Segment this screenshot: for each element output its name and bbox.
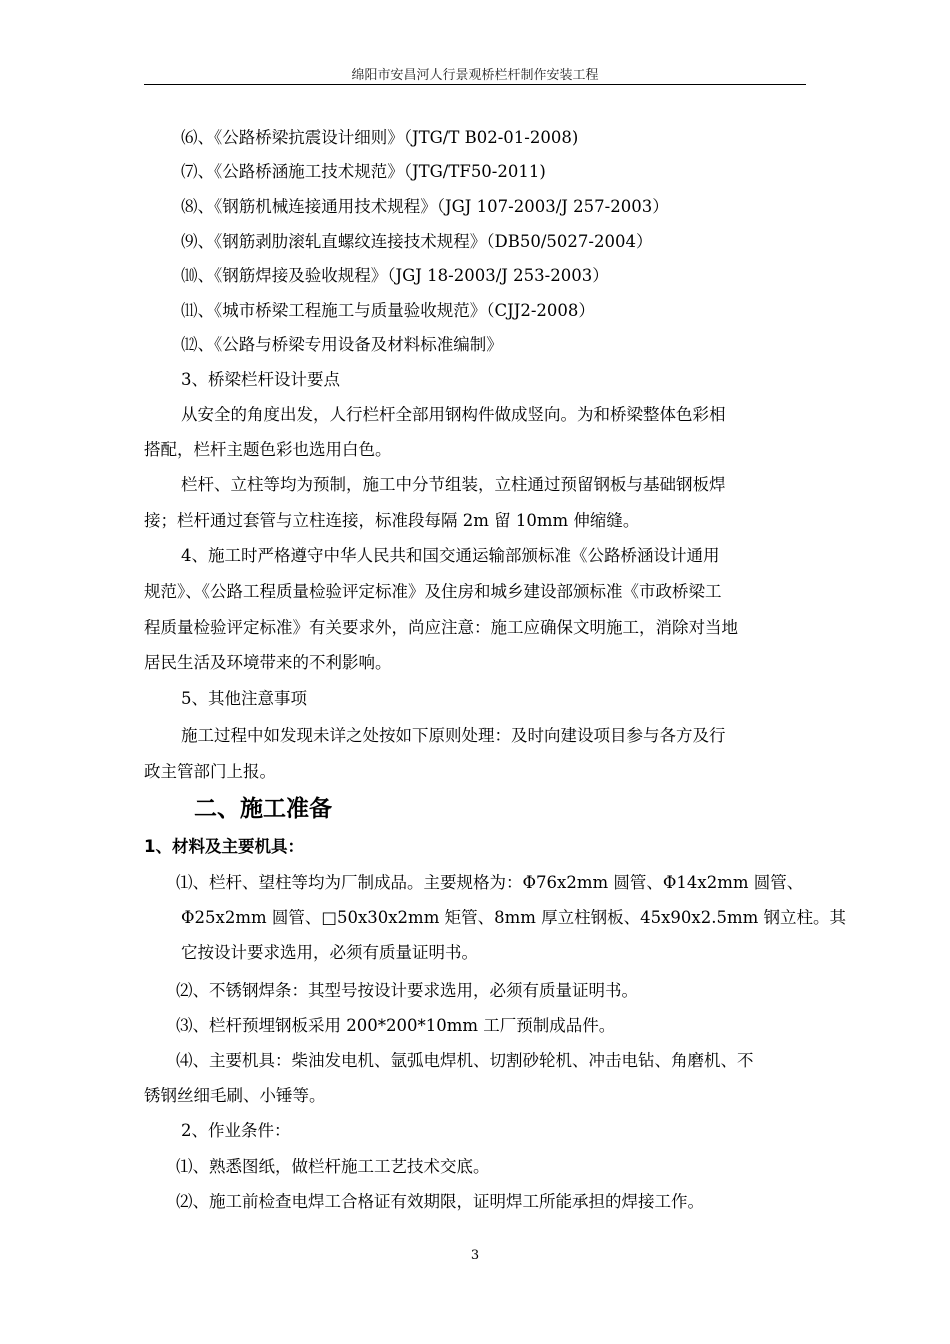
section-title: 二、施工准备 [194, 796, 332, 822]
material-item: 锈钢丝细毛刷、小锤等。 [144, 1086, 326, 1105]
paragraph-line: 栏杆、立柱等均为预制，施工中分节组装，立柱通过预留钢板与基础钢板焊 [181, 475, 726, 494]
standard-item: ⑻、《钢筋机械连接通用技术规程》（JGJ 107-2003/J 257-2003） [181, 197, 669, 216]
material-item: ⑶、栏杆预埋钢板采用 200*200*10mm 工厂预制成品件。 [176, 1016, 616, 1035]
paragraph-line: 接；栏杆通过套管与立柱连接，标准段每隔 2m 留 10mm 伸缩缝。 [144, 511, 640, 530]
standard-item: ⑼、《钢筋剥肋滚轧直螺纹连接技术规程》（DB50/5027-2004） [181, 232, 653, 251]
paragraph-line: 从安全的角度出发，人行栏杆全部用钢构件做成竖向。为和桥梁整体色彩相 [181, 405, 726, 424]
subsection-heading: 2、作业条件： [181, 1121, 291, 1140]
header-rule [144, 84, 806, 85]
paragraph-line: 政主管部门上报。 [144, 762, 276, 781]
other-notes-heading: 5、其他注意事项 [181, 689, 307, 708]
page-number: 3 [470, 1248, 480, 1263]
paragraph-line: 程质量检验评定标准》有关要求外，尚应注意：施工应确保文明施工，消除对当地 [144, 618, 738, 637]
standard-item: ⑺、《公路桥涵施工技术规范》（JTG/TF50-2011) [181, 162, 546, 181]
standard-item: ⑾、《城市桥梁工程施工与质量验收规范》（CJJ2-2008） [181, 301, 595, 320]
paragraph-line: 4、施工时严格遵守中华人民共和国交通运输部颁标准《公路桥涵设计通用 [181, 546, 720, 565]
paragraph-line: 居民生活及环境带来的不利影响。 [144, 653, 392, 672]
design-points-heading: 3、桥梁栏杆设计要点 [181, 370, 340, 389]
material-item: Φ25x2mm 圆管、□50x30x2mm 矩管、8mm 厚立柱钢板、45x90x2.5mm 钢立柱。其 [181, 908, 847, 927]
material-item: 它按设计要求选用，必须有质量证明书。 [181, 943, 478, 962]
material-item: ⑴、栏杆、望柱等均为厂制成品。主要规格为：Φ76x2mm 圆管、Φ14x2mm 圆管、 [176, 873, 804, 892]
subsection-heading: 1、材料及主要机具： [144, 837, 304, 856]
condition-item: ⑴、熟悉图纸，做栏杆施工工艺技术交底。 [176, 1157, 490, 1176]
material-item: ⑷、主要机具：柴油发电机、氩弧电焊机、切割砂轮机、冲击电钻、角磨机、不 [176, 1051, 754, 1070]
material-item: ⑵、不锈钢焊条：其型号按设计要求选用，必须有质量证明书。 [176, 981, 638, 1000]
paragraph-line: 施工过程中如发现未详之处按如下原则处理：及时向建设项目参与各方及行 [181, 726, 726, 745]
paragraph-line: 规范》、《公路工程质量检验评定标准》及住房和城乡建设部颁标准《市政桥梁工 [144, 582, 722, 601]
paragraph-line: 搭配，栏杆主题色彩也选用白色。 [144, 440, 392, 459]
page-header: 绵阳市安昌河人行景观桥栏杆制作安装工程 [351, 68, 599, 83]
condition-item: ⑵、施工前检查电焊工合格证有效期限，证明焊工所能承担的焊接工作。 [176, 1192, 704, 1211]
standard-item: ⑹、《公路桥梁抗震设计细则》（JTG/T B02-01-2008) [181, 128, 579, 147]
standard-item: ⑽、《钢筋焊接及验收规程》（JGJ 18-2003/J 253-2003） [181, 266, 609, 285]
standard-item: ⑿、《公路与桥梁专用设备及材料标准编制》 [181, 335, 503, 354]
